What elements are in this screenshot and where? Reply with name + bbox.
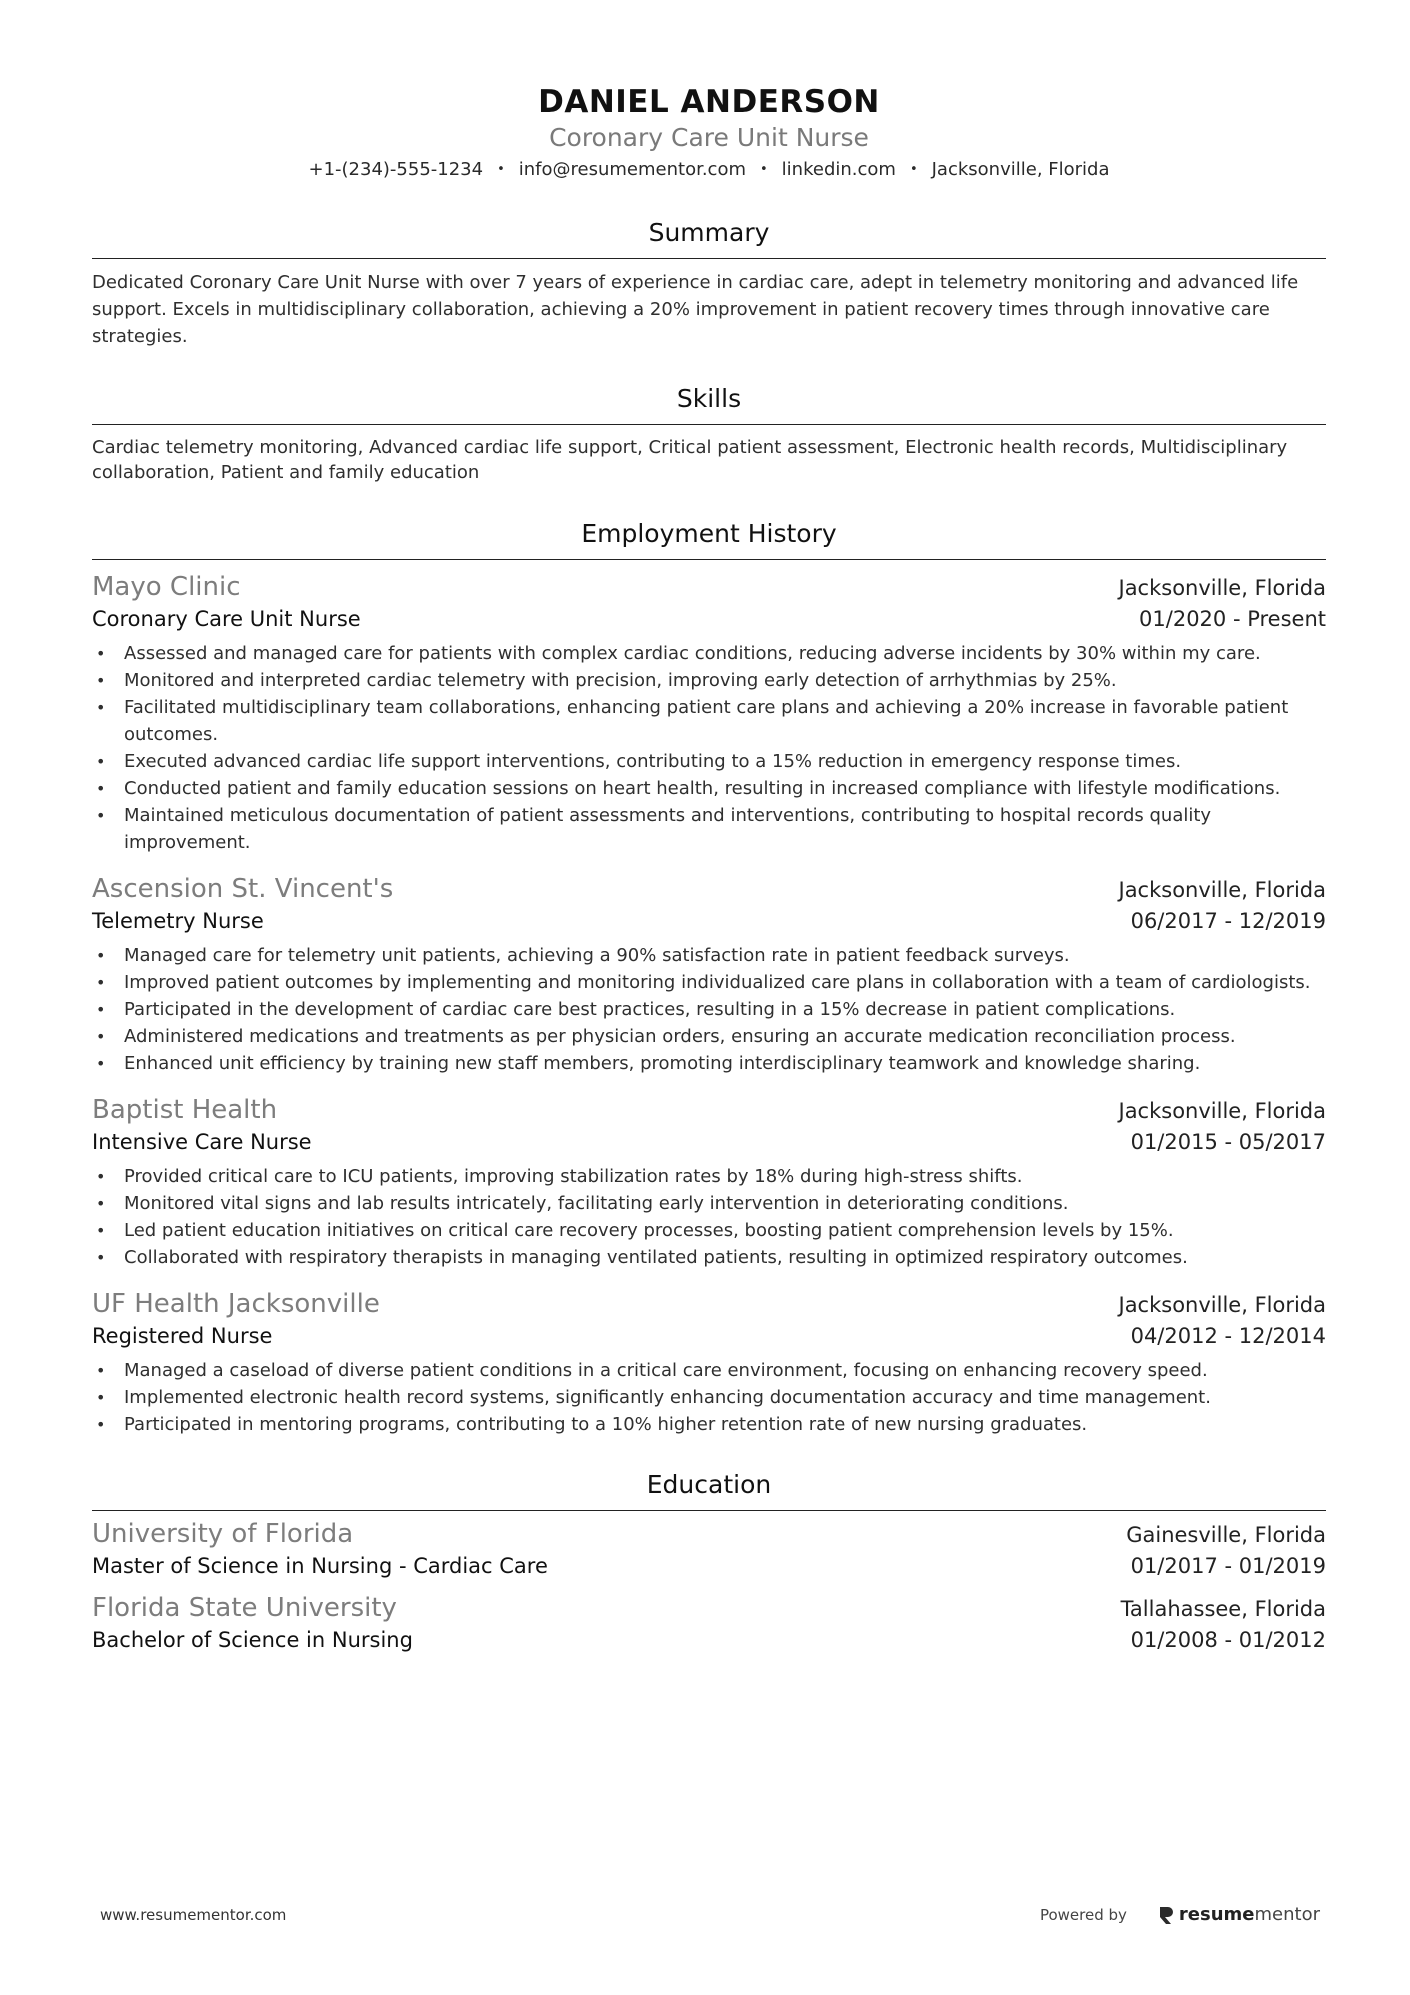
footer-branding <box>1040 1904 1320 1925</box>
job-role-row <box>92 1321 1326 1351</box>
job-location: Jacksonville, Florida <box>1118 1099 1326 1123</box>
job-header-row <box>92 872 1326 906</box>
education-section <box>92 1470 1326 1655</box>
resume-page <box>92 0 1326 1655</box>
employer-name: UF Health Jacksonville <box>92 1289 380 1319</box>
footer-website[interactable]: www.resumementor.com <box>100 1905 287 1924</box>
contact-phone: +1-(234)-555-1234 <box>308 159 484 180</box>
school-name: Florida State University <box>92 1593 397 1623</box>
job-bullet: • Conducted patient and family education sessions on heart health, resulting in increased compliance with lifestyle modifications. <box>92 775 1326 802</box>
job-bullet: • Administered medications and treatments as per physician orders, ensuring an accurate medication reconciliation process. <box>92 1023 1326 1050</box>
candidate-name: DANIEL ANDERSON <box>538 84 880 120</box>
education-entry <box>92 1517 1326 1581</box>
job-dates: 06/2017 - 12/2019 <box>1130 909 1326 933</box>
contact-line <box>92 158 1326 182</box>
education-header-row <box>92 1591 1326 1625</box>
job-title: Telemetry Nurse <box>92 909 264 933</box>
contact-separator: • <box>497 162 505 177</box>
job-entry <box>92 1093 1326 1271</box>
job-bullet: • Facilitated multidisciplinary team collaborations, enhancing patient care plans and achieving a 20% increase in favorable patient outcomes. <box>92 694 1326 748</box>
brand-name-light: mentor <box>1254 1904 1320 1925</box>
job-bullet: • Provided critical care to ICU patients, improving stabilization rates by 18% during high-stress shifts. <box>92 1163 1326 1190</box>
job-dates: 01/2020 - Present <box>1139 607 1326 631</box>
job-bullet: • Executed advanced cardiac life support interventions, contributing to a 15% reduction in emergency response times. <box>92 748 1326 775</box>
job-dates: 04/2012 - 12/2014 <box>1130 1324 1326 1348</box>
brand-logo[interactable] <box>1157 1904 1320 1925</box>
education-header-row <box>92 1517 1326 1551</box>
employer-name: Baptist Health <box>92 1095 278 1125</box>
school-location: Gainesville, Florida <box>1126 1523 1326 1547</box>
job-list <box>92 570 1326 1438</box>
employer-name: Mayo Clinic <box>92 572 241 602</box>
employment-section <box>92 519 1326 1438</box>
job-bullet: • Participated in the development of cardiac care best practices, resulting in a 15% decrease in patient complications. <box>92 996 1326 1023</box>
job-role-row <box>92 906 1326 936</box>
education-degree-row <box>92 1625 1326 1655</box>
education-degree-row <box>92 1551 1326 1581</box>
job-bullet: • Participated in mentoring programs, contributing to a 10% higher retention rate of new nursing graduates. <box>92 1411 1326 1438</box>
contact-separator: • <box>909 162 918 177</box>
job-header-row <box>92 1093 1326 1127</box>
job-entry <box>92 570 1326 856</box>
job-location: Jacksonville, Florida <box>1118 878 1326 902</box>
contact-location: Jacksonville, Florida <box>931 159 1110 180</box>
degree-name: Master of Science in Nursing - Cardiac Care <box>92 1554 548 1578</box>
contact-separator: • <box>760 162 768 177</box>
job-dates: 01/2015 - 05/2017 <box>1130 1130 1326 1154</box>
education-dates: 01/2017 - 01/2019 <box>1130 1554 1326 1578</box>
job-bullet: • Monitored and interpreted cardiac telemetry with precision, improving early detection of arrhythmias by 25%. <box>92 667 1326 694</box>
job-header-row <box>92 1287 1326 1321</box>
job-bullets <box>92 1357 1326 1438</box>
education-list <box>92 1517 1326 1655</box>
employment-heading: Employment History <box>92 519 1326 560</box>
powered-by-label: Powered by <box>1039 1905 1127 1924</box>
job-bullet: • Led patient education initiatives on critical care recovery processes, boosting patient comprehension levels by 15%. <box>92 1217 1326 1244</box>
education-heading: Education <box>92 1470 1326 1511</box>
summary-heading: Summary <box>92 218 1326 259</box>
contact-linkedin[interactable]: linkedin.com <box>781 159 896 180</box>
employer-name: Ascension St. Vincent's <box>92 874 394 904</box>
job-bullet: • Monitored vital signs and lab results intricately, facilitating early intervention in deteriorating conditions. <box>92 1190 1326 1217</box>
job-header-row <box>92 570 1326 604</box>
skills-section <box>92 384 1326 485</box>
job-role-row <box>92 1127 1326 1157</box>
job-bullet: • Maintained meticulous documentation of patient assessments and interventions, contributing to hospital records quality improvement. <box>92 802 1326 856</box>
job-bullet: • Assessed and managed care for patients with complex cardiac conditions, reducing adverse incidents by 30% within my care. <box>92 640 1326 667</box>
job-bullets <box>92 640 1326 856</box>
job-title: Coronary Care Unit Nurse <box>92 607 361 631</box>
page-footer <box>100 1904 1320 1925</box>
job-role-row <box>92 604 1326 634</box>
job-title: Intensive Care Nurse <box>92 1130 312 1154</box>
education-dates: 01/2008 - 01/2012 <box>1130 1628 1326 1652</box>
summary-text: Dedicated Coronary Care Unit Nurse with over 7 years of experience in cardiac care, adept in telemetry monitoring and advanced life support. Excels in multidisciplinary collaboration, achieving a 20% improvement in patient recovery times through innovative care strategies. <box>92 272 1299 347</box>
job-bullet: • Enhanced unit efficiency by training new staff members, promoting interdisciplinary teamwork and knowledge sharing. <box>92 1050 1326 1077</box>
job-bullet: • Improved patient outcomes by implementing and monitoring individualized care plans in collaboration with a team of cardiologists. <box>92 969 1326 996</box>
resume-header <box>92 0 1326 182</box>
job-location: Jacksonville, Florida <box>1118 576 1326 600</box>
education-entry <box>92 1591 1326 1655</box>
school-name: University of Florida <box>92 1519 354 1549</box>
job-bullets <box>92 1163 1326 1271</box>
job-title: Registered Nurse <box>92 1324 273 1348</box>
job-bullets <box>92 942 1326 1077</box>
degree-name: Bachelor of Science in Nursing <box>92 1628 413 1652</box>
contact-email[interactable]: info@resumementor.com <box>518 159 746 180</box>
school-location: Tallahassee, Florida <box>1120 1597 1326 1621</box>
summary-section <box>92 218 1326 350</box>
candidate-title: Coronary Care Unit Nurse <box>549 123 869 152</box>
job-location: Jacksonville, Florida <box>1118 1293 1326 1317</box>
skills-heading: Skills <box>92 384 1326 425</box>
skills-text: Cardiac telemetry monitoring, Advanced cardiac life support, Critical patient assessment, Electronic health records, Multidisciplinary collaboration, Patient and family education <box>92 437 1288 483</box>
job-bullet: • Collaborated with respiratory therapists in managing ventilated patients, resulting in optimized respiratory outcomes. <box>92 1244 1326 1271</box>
job-entry <box>92 1287 1326 1438</box>
job-bullet: • Implemented electronic health record systems, significantly enhancing documentation accuracy and time management. <box>92 1384 1326 1411</box>
brand-name-bold: resume <box>1178 1904 1255 1925</box>
job-entry <box>92 872 1326 1077</box>
job-bullet: • Managed care for telemetry unit patients, achieving a 90% satisfaction rate in patient feedback surveys. <box>92 942 1326 969</box>
job-bullet: • Managed a caseload of diverse patient conditions in a critical care environment, focusing on enhancing recovery speed. <box>92 1357 1326 1384</box>
resumementor-logo-icon <box>1157 1905 1175 1925</box>
